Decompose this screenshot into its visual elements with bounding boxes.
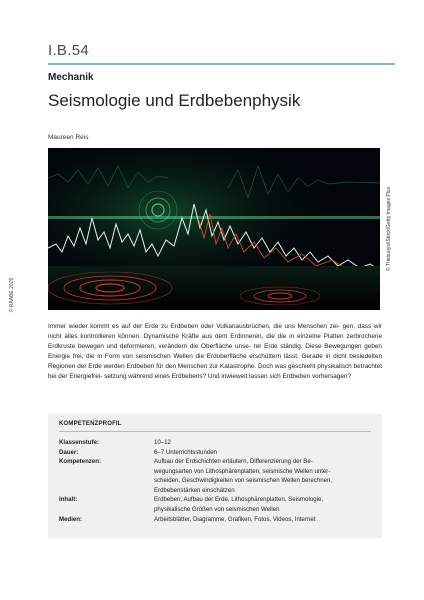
competence-profile: [48, 414, 382, 538]
profile-label: Klassenstufe:: [59, 439, 99, 446]
profile-value: 10–12: [154, 439, 171, 446]
intro-paragraph: Immer wieder kommt es auf der Erde zu Erdbeben oder Vulkanausbrüchen, die uns Menschen zei- gen, dass wir nicht alles kontrollieren können. Dynamische Kräfte aus dem Erdinneren, die die in einzelne Platten zerbrochene Erdkruste bewegen und deformieren, verändern die Oberfläche unse- rer Erde ständig. Diese Bewegungen geben Energie frei, die in Form von seismischen Wellen die Erdoberfläche erschüttern lässt. Gerade in dicht besiedelten Regionen der Erde werden Erdbeben für den Menschen zur Katastrophe. Doch was geschieht physikalisch betrachtet bei der Energiefrei- setzung während eines Erdbebens? Und inwieweit lassen sich Erdbeben vorhersagen?: [48, 323, 383, 380]
profile-value: Arbeitsblätter, Diagramme, Grafiken, Fotos, Videos, Internet: [154, 516, 316, 523]
copyright-notice: © RAABE 2025: [9, 277, 15, 313]
header-rule: [48, 63, 395, 65]
series-code: I.B.54: [48, 42, 89, 59]
profile-label: Dauer:: [59, 448, 79, 456]
profile-value: Aufbau der Erdschichten erläutern, Differenzierung der Be- wegungsarten von Lithosphärenplatten, seismische Wellen unter- scheiden, Geschwindigkeiten von seismischen Wellen berechnen, Erdbebenstärken einschätzen: [154, 458, 333, 494]
profile-label: Inhalt:: [59, 496, 78, 503]
profile-label: Medien:: [59, 516, 83, 523]
profile-value: Erdbeben, Aufbau der Erde, Lithosphärenplatten, Seismologie, physikalische Größen von seismischen Wellen: [154, 496, 324, 513]
profile-heading: KOMPETENZPROFIL: [59, 421, 122, 427]
profile-value: 6–7 Unterrichtsstunden: [154, 448, 218, 456]
hero-image: [48, 148, 380, 310]
profile-divider: [59, 431, 371, 432]
profile-label: Kompetenzen:: [59, 458, 101, 465]
page-title: Seismologie und Erdbebenphysik: [48, 91, 301, 110]
author-name: Maureen Reis: [48, 134, 89, 141]
image-credit: © Thebuoys/iStock/Getty Images Plus: [386, 186, 392, 272]
seismograph-illustration: [48, 148, 380, 310]
subject-label: Mechanik: [48, 72, 94, 83]
horizon-glow: [48, 216, 380, 219]
